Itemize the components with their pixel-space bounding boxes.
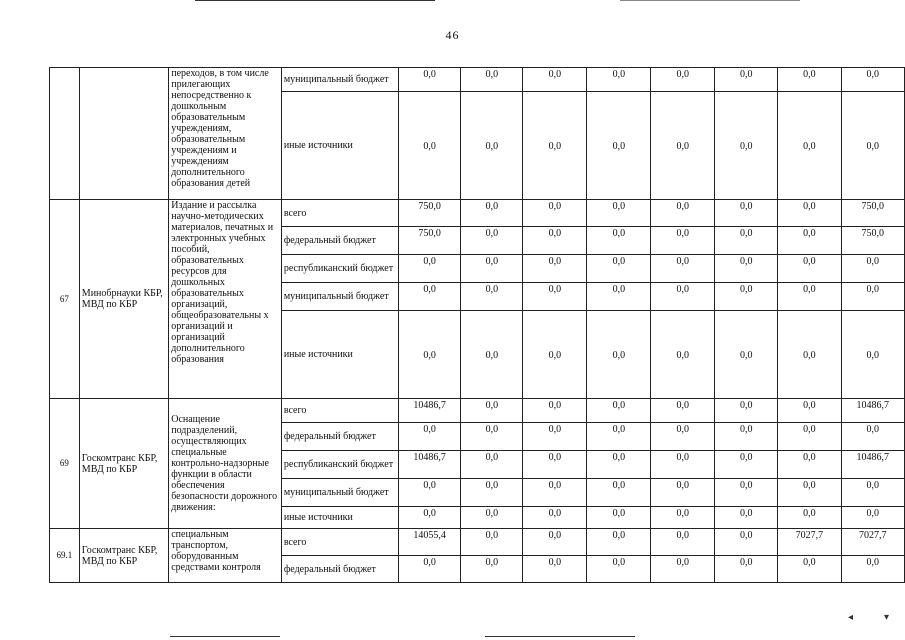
- value-cell: 0,0: [587, 283, 651, 311]
- value-cell: 0,0: [715, 529, 778, 556]
- value-cell: 0,0: [651, 507, 715, 529]
- value-cell: 0,0: [841, 68, 904, 92]
- budget-table: [49, 67, 905, 583]
- value-cell: 0,0: [841, 423, 904, 451]
- value-cell: 0,0: [587, 311, 651, 399]
- value-cell: 0,0: [778, 451, 841, 479]
- value-cell: 0,0: [651, 92, 715, 200]
- scan-artifact-top-left: [195, 0, 435, 1]
- value-cell: 0,0: [841, 283, 904, 311]
- value-cell: 0,0: [461, 479, 523, 507]
- value-cell: 10486,7: [841, 451, 904, 479]
- value-cell: 0,0: [523, 451, 587, 479]
- value-cell: 7027,7: [841, 529, 904, 556]
- table-row: [50, 399, 905, 423]
- value-cell: 10486,7: [398, 451, 460, 479]
- value-cell: 0,0: [523, 556, 587, 583]
- value-cell: 0,0: [523, 529, 587, 556]
- value-cell: 0,0: [523, 479, 587, 507]
- value-cell: 0,0: [461, 68, 523, 92]
- funding-source-cell: муниципальный бюджет: [281, 68, 398, 92]
- value-cell: 0,0: [778, 68, 841, 92]
- value-cell: 0,0: [461, 92, 523, 200]
- value-cell: 0,0: [587, 399, 651, 423]
- value-cell: 0,0: [587, 200, 651, 227]
- value-cell: 0,0: [715, 68, 778, 92]
- executor-cell: [79, 68, 168, 200]
- funding-source-cell: республиканский бюджет: [281, 255, 398, 283]
- value-cell: 0,0: [778, 200, 841, 227]
- value-cell: 0,0: [398, 255, 460, 283]
- value-cell: 0,0: [651, 529, 715, 556]
- funding-source-cell: иные источники: [281, 311, 398, 399]
- value-cell: 0,0: [651, 68, 715, 92]
- value-cell: 750,0: [398, 227, 460, 255]
- value-cell: 0,0: [778, 507, 841, 529]
- value-cell: 0,0: [715, 479, 778, 507]
- row-number: 69.1: [50, 529, 80, 583]
- value-cell: 750,0: [841, 227, 904, 255]
- description-cell: Оснащение подразделений, осуществляющих специальные контрольно-надзорные функции в области обеспечения безопасности дорожного движения:: [169, 399, 282, 529]
- value-cell: 0,0: [398, 556, 460, 583]
- value-cell: 0,0: [398, 423, 460, 451]
- value-cell: 0,0: [778, 399, 841, 423]
- value-cell: 0,0: [523, 423, 587, 451]
- value-cell: 0,0: [587, 423, 651, 451]
- value-cell: 0,0: [461, 529, 523, 556]
- value-cell: 0,0: [841, 556, 904, 583]
- value-cell: 0,0: [778, 92, 841, 200]
- value-cell: 0,0: [523, 399, 587, 423]
- value-cell: 0,0: [587, 451, 651, 479]
- executor-cell: Минобрнауки КБР, МВД по КБР: [79, 200, 168, 399]
- scan-artifact-bottom-right: [485, 636, 635, 637]
- value-cell: 0,0: [651, 283, 715, 311]
- value-cell: 0,0: [778, 255, 841, 283]
- value-cell: 0,0: [587, 556, 651, 583]
- value-cell: 0,0: [461, 423, 523, 451]
- value-cell: 10486,7: [398, 399, 460, 423]
- value-cell: 0,0: [841, 507, 904, 529]
- row-number: 67: [50, 200, 80, 399]
- funding-source-cell: федеральный бюджет: [281, 423, 398, 451]
- value-cell: 0,0: [523, 283, 587, 311]
- row-number: [50, 68, 80, 200]
- description-cell: Издание и рассылка научно-методических материалов, печатных и электронных учебных пособий, образовательных ресурсов для дошкольных образовательных организаций, общеобразовательны х организаций и организаций дополнительного образования: [169, 200, 282, 399]
- value-cell: 0,0: [778, 479, 841, 507]
- value-cell: 0,0: [461, 556, 523, 583]
- scan-mark-arrow-down: ▾: [884, 612, 890, 623]
- funding-source-cell: муниципальный бюджет: [281, 283, 398, 311]
- description-cell: специальным транспортом, оборудованным средствами контроля: [169, 529, 282, 583]
- value-cell: 750,0: [398, 200, 460, 227]
- row-number: 69: [50, 399, 80, 529]
- value-cell: 0,0: [398, 507, 460, 529]
- value-cell: 0,0: [841, 479, 904, 507]
- value-cell: 0,0: [715, 423, 778, 451]
- table-row: [50, 200, 905, 227]
- funding-source-cell: иные источники: [281, 507, 398, 529]
- value-cell: 0,0: [587, 479, 651, 507]
- value-cell: 0,0: [841, 92, 904, 200]
- value-cell: 0,0: [651, 227, 715, 255]
- table-row: [50, 529, 905, 556]
- value-cell: 0,0: [651, 556, 715, 583]
- value-cell: 0,0: [651, 399, 715, 423]
- value-cell: 0,0: [778, 556, 841, 583]
- page-number: 46: [445, 28, 460, 42]
- scan-artifact-top-right: [620, 0, 800, 1]
- value-cell: 0,0: [523, 68, 587, 92]
- value-cell: 0,0: [461, 283, 523, 311]
- value-cell: 0,0: [523, 255, 587, 283]
- value-cell: 0,0: [715, 507, 778, 529]
- value-cell: 0,0: [651, 200, 715, 227]
- value-cell: 0,0: [461, 399, 523, 423]
- value-cell: 0,0: [651, 479, 715, 507]
- value-cell: 0,0: [715, 283, 778, 311]
- value-cell: 0,0: [587, 507, 651, 529]
- value-cell: 0,0: [461, 311, 523, 399]
- value-cell: 0,0: [715, 399, 778, 423]
- value-cell: 0,0: [715, 92, 778, 200]
- value-cell: 0,0: [523, 311, 587, 399]
- funding-source-cell: федеральный бюджет: [281, 227, 398, 255]
- value-cell: 0,0: [523, 92, 587, 200]
- value-cell: 0,0: [841, 255, 904, 283]
- funding-source-cell: всего: [281, 200, 398, 227]
- value-cell: 0,0: [461, 255, 523, 283]
- value-cell: 0,0: [523, 227, 587, 255]
- value-cell: 0,0: [778, 283, 841, 311]
- value-cell: 0,0: [587, 92, 651, 200]
- value-cell: 0,0: [398, 92, 460, 200]
- funding-source-cell: республиканский бюджет: [281, 451, 398, 479]
- value-cell: 0,0: [587, 227, 651, 255]
- value-cell: 0,0: [715, 227, 778, 255]
- value-cell: 0,0: [523, 200, 587, 227]
- executor-cell: Госкомтранс КБР, МВД по КБР: [79, 529, 168, 583]
- executor-cell: Госкомтранс КБР, МВД по КБР: [79, 399, 168, 529]
- value-cell: 0,0: [651, 311, 715, 399]
- value-cell: 0,0: [715, 311, 778, 399]
- value-cell: 0,0: [461, 200, 523, 227]
- value-cell: 0,0: [461, 507, 523, 529]
- value-cell: 14055,4: [398, 529, 460, 556]
- table-row: [50, 68, 905, 92]
- value-cell: 0,0: [715, 556, 778, 583]
- value-cell: 0,0: [398, 311, 460, 399]
- value-cell: 10486,7: [841, 399, 904, 423]
- value-cell: 0,0: [715, 451, 778, 479]
- value-cell: 0,0: [461, 227, 523, 255]
- value-cell: 0,0: [778, 423, 841, 451]
- value-cell: 0,0: [778, 311, 841, 399]
- value-cell: 0,0: [587, 529, 651, 556]
- funding-source-cell: всего: [281, 399, 398, 423]
- value-cell: 0,0: [398, 68, 460, 92]
- value-cell: 7027,7: [778, 529, 841, 556]
- value-cell: 0,0: [398, 283, 460, 311]
- value-cell: 0,0: [715, 200, 778, 227]
- value-cell: 0,0: [651, 255, 715, 283]
- description-cell: переходов, в том числе прилегающих непосредственно к дошкольным образовательным учреждениям, образовательным учреждениям и учреждениям дополнительного образования детей: [169, 68, 282, 200]
- funding-source-cell: всего: [281, 529, 398, 556]
- value-cell: 0,0: [715, 255, 778, 283]
- value-cell: 0,0: [461, 451, 523, 479]
- value-cell: 0,0: [523, 507, 587, 529]
- value-cell: 0,0: [778, 227, 841, 255]
- value-cell: 0,0: [398, 479, 460, 507]
- value-cell: 750,0: [841, 200, 904, 227]
- scan-artifact-bottom-left: [170, 636, 280, 637]
- value-cell: 0,0: [587, 68, 651, 92]
- value-cell: 0,0: [841, 311, 904, 399]
- value-cell: 0,0: [651, 423, 715, 451]
- funding-source-cell: муниципальный бюджет: [281, 479, 398, 507]
- funding-source-cell: федеральный бюджет: [281, 556, 398, 583]
- funding-source-cell: иные источники: [281, 92, 398, 200]
- value-cell: 0,0: [587, 255, 651, 283]
- scan-mark-arrow-left: ◂: [848, 612, 854, 623]
- value-cell: 0,0: [651, 451, 715, 479]
